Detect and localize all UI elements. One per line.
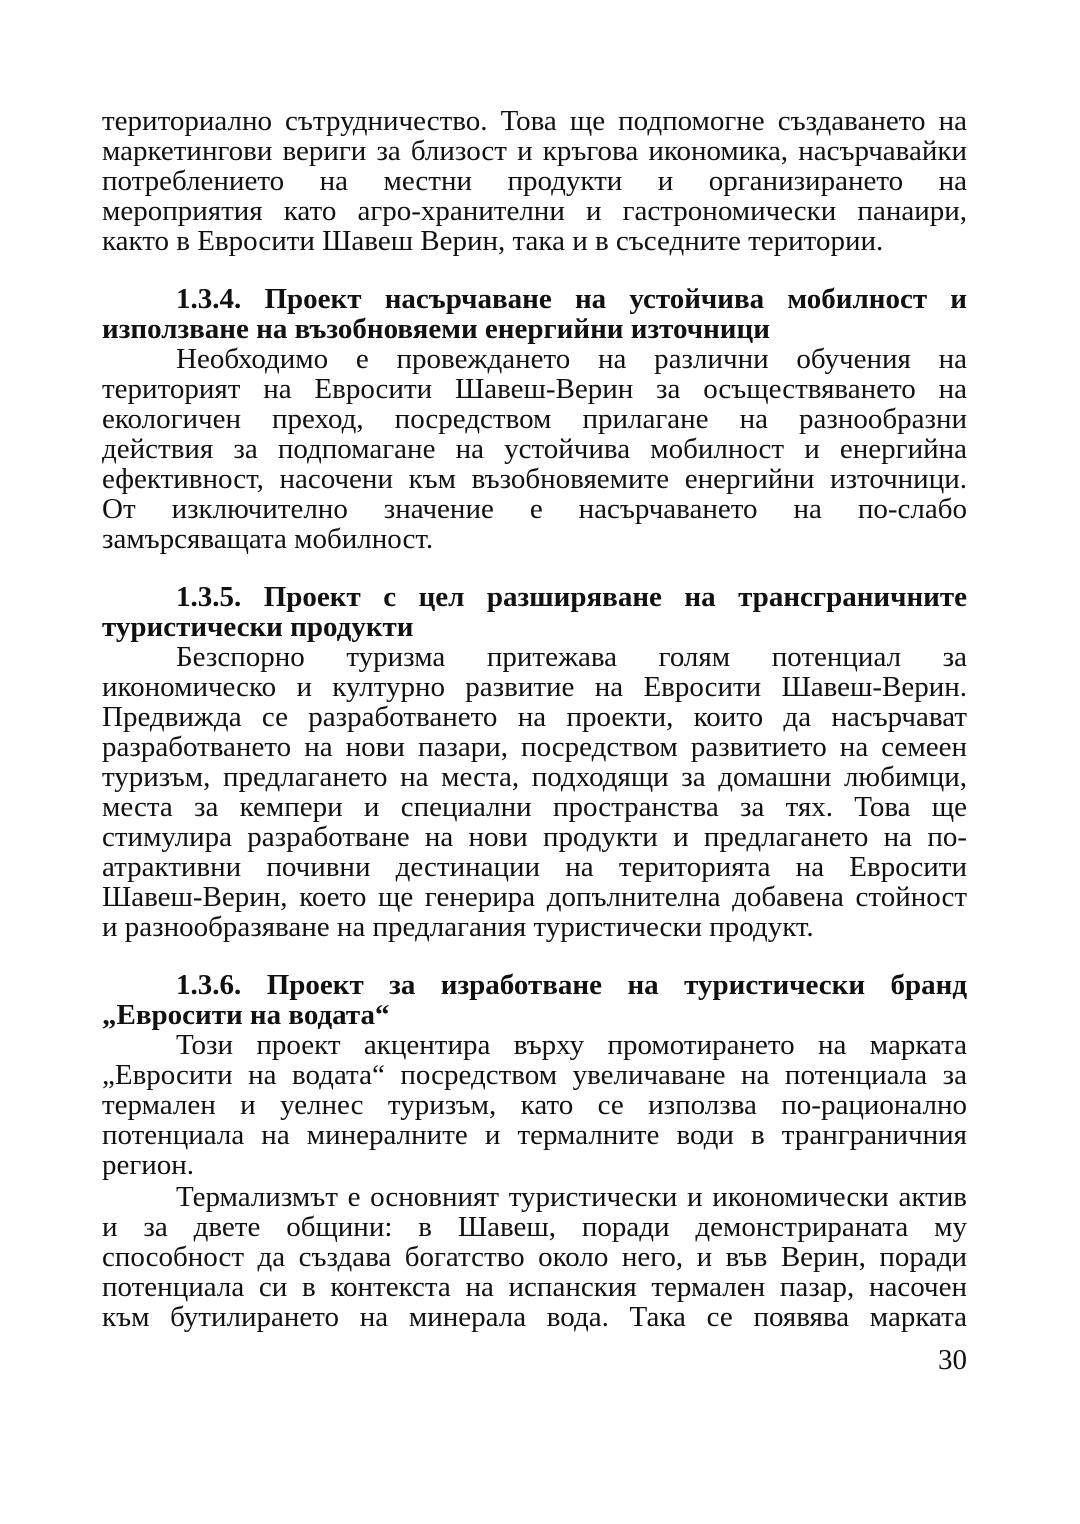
paragraph-line: потенциала си в контекста на испанския термален пазар, насочен: [102, 1271, 967, 1303]
paragraph-line: термален и уелнес туризъм, като се използва по-рационално: [102, 1089, 967, 1121]
paragraph-line: атрактивни почивни дестинации на територията на Евросити: [102, 851, 967, 883]
section-heading: [102, 582, 967, 642]
page-number: 30: [938, 1344, 967, 1376]
body-text: [102, 106, 967, 1332]
heading-line: използване на възобновяеми енергийни източници: [102, 313, 770, 345]
paragraph-line: икономическо и културно развитие на Евросити Шавеш-Верин.: [102, 671, 967, 703]
paragraph-line: Безспорно туризма притежава голям потенциал за: [176, 641, 967, 673]
paragraph-line: маркетингови вериги за близост и кръгова икономика, насърчавайки: [102, 135, 967, 167]
heading-line: туристически продукти: [102, 611, 414, 643]
paragraph-line: екологичен преход, посредством прилагане на разнообразни: [102, 403, 967, 435]
paragraph-line: туризъм, предлагането на места, подходящи за домашни любимци,: [102, 761, 967, 793]
paragraph-line: Термализмът е основният туристически и икономически актив: [176, 1181, 967, 1213]
paragraph-line: и за двете общини: в Шавеш, поради демонстрираната му: [102, 1211, 967, 1243]
heading-line: 1.3.4. Проект насърчаване на устойчива мобилност и: [176, 283, 967, 315]
paragraph-line: и разнообразяване на предлагания туристически продукт.: [102, 911, 814, 943]
section-1-3-4: [102, 284, 967, 554]
paragraph-line: както в Евросити Шавеш Верин, така и в съседните територии.: [102, 225, 884, 257]
continued-paragraph: [102, 106, 967, 256]
section-heading: [102, 970, 967, 1030]
paragraph-line: територият на Евросити Шавеш-Верин за осъществяването на: [102, 373, 967, 405]
section-heading: [102, 284, 967, 344]
paragraph-line: стимулира разработване на нови продукти и предлагането на по-: [102, 821, 967, 853]
paragraph-line: Шавеш-Верин, което ще генерира допълнителна добавена стойност: [102, 881, 967, 913]
paragraph-line: регион.: [102, 1149, 195, 1181]
section-1-3-5: [102, 582, 967, 942]
paragraph-line: Необходимо е провеждането на различни обучения на: [176, 343, 967, 375]
paragraph-line: териториално сътрудничество. Това ще подпомогне създаването на: [102, 105, 967, 137]
heading-line: „Евросити на водата“: [102, 999, 390, 1031]
paragraph-line: действия за подпомагане на устойчива мобилност и енергийна: [102, 433, 967, 465]
paragraph-line: ефективност, насочени към възобновяемите енергийни източници.: [102, 463, 967, 495]
paragraph-line: способност да създава богатство около него, и във Верин, поради: [102, 1241, 967, 1273]
paragraph: [102, 1182, 967, 1332]
paragraph-line: места за кемпери и специални пространства за тях. Това ще: [102, 791, 967, 823]
paragraph-line: към бутилирането на минерала вода. Така се появява марката: [102, 1301, 967, 1333]
heading-line: 1.3.6. Проект за изработване на туристически бранд: [176, 969, 967, 1001]
paragraph-line: „Евросити на водата“ посредством увеличаване на потенциала за: [102, 1059, 967, 1091]
paragraph-line: Предвижда се разработването на проекти, които да насърчават: [102, 701, 967, 733]
paragraph: [102, 344, 967, 554]
paragraph: [102, 1030, 967, 1180]
paragraph-line: разработването на нови пазари, посредством развитието на семеен: [102, 731, 967, 763]
paragraph: [102, 642, 967, 942]
paragraph-line: потреблението на местни продукти и организирането на: [102, 165, 967, 197]
paragraph-line: мероприятия като агро-хранителни и гастрономически панаири,: [102, 195, 967, 227]
heading-line: 1.3.5. Проект с цел разширяване на трансграничните: [176, 581, 967, 613]
paragraph-line: Този проект акцентира върху промотирането на марката: [176, 1029, 967, 1061]
paragraph-line: От изключително значение е насърчаването на по-слабо: [102, 493, 967, 525]
paragraph-line: потенциала на минералните и термалните води в транграничния: [102, 1119, 967, 1151]
section-1-3-6: [102, 970, 967, 1332]
paragraph-line: замърсяващата мобилност.: [102, 523, 434, 555]
